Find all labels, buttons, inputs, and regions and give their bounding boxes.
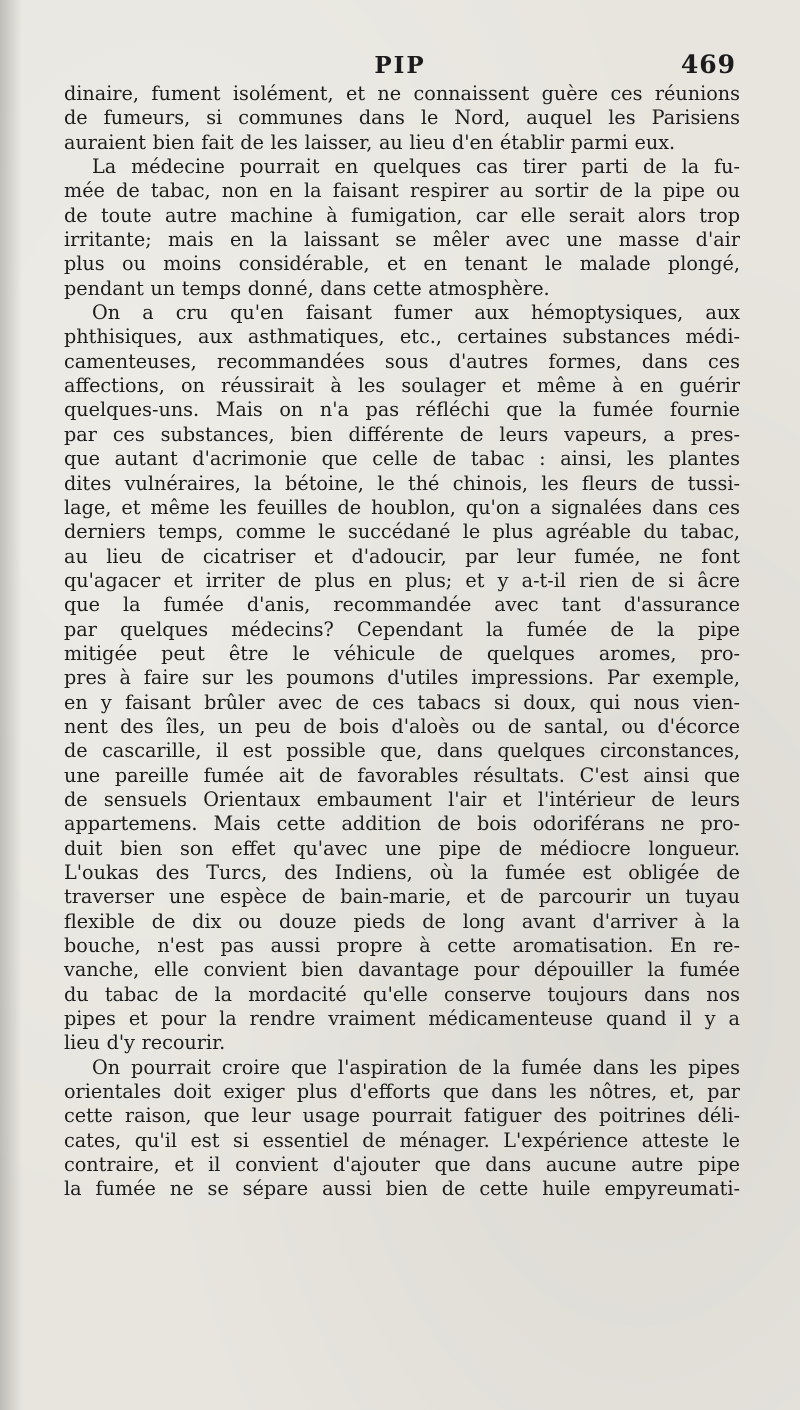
text-line: lieu d'y recourir.	[64, 1031, 226, 1055]
text-line: en y faisant brûler avec de ces tabacs si doux, qui nous vien-	[64, 690, 740, 714]
text-line: qu'agacer et irriter de plus en plus; et y a-t-il rien de si âcre	[64, 568, 740, 592]
text-line: de toute autre machine à fumigation, car elle serait alors trop	[64, 203, 740, 227]
page-header	[64, 50, 736, 86]
page-gutter-shadow	[0, 0, 22, 1410]
text-line: du tabac de la mordacité qu'elle conserve toujours dans nos	[64, 982, 740, 1006]
text-line: mitigée peut être le véhicule de quelques aromes, pro-	[64, 641, 740, 665]
text-line: La médecine pourrait en quelques cas tirer parti de la fu-	[92, 155, 740, 179]
text-line: quelques-uns. Mais on n'a pas réfléchi que la fumée fournie	[64, 398, 740, 422]
text-line: par ces substances, bien différente de leurs vapeurs, a pres-	[64, 422, 740, 446]
text-line: affections, on réussirait à les soulager et même à en guérir	[64, 374, 740, 398]
text-line: On a cru qu'en faisant fumer aux hémoptysiques, aux	[92, 301, 740, 325]
text-line: de fumeurs, si communes dans le Nord, auquel les Parisiens	[64, 106, 740, 130]
text-line: nent des îles, un peu de bois d'aloès ou de santal, ou d'écorce	[64, 714, 740, 738]
text-line: auraient bien fait de les laisser, au lieu d'en établir parmi eux.	[64, 130, 676, 154]
text-line: lage, et même les feuilles de houblon, qu'on a signalées dans ces	[64, 495, 740, 519]
text-line: L'oukas des Turcs, des Indiens, où la fumée est obligée de	[64, 861, 740, 884]
text-line: appartemens. Mais cette addition de bois odoriférans ne pro-	[64, 812, 740, 836]
text-line: irritante; mais en la laissant se mêler avec une masse d'air	[64, 228, 740, 252]
text-line: phthisiques, aux asthmatiques, etc., certaines substances médi-	[64, 325, 740, 349]
text-line: dinaire, fument isolément, et ne connaissent guère ces réunions	[64, 82, 740, 105]
text-line: flexible de dix ou douze pieds de long avant d'arriver à la	[64, 909, 740, 933]
text-line: pendant un temps donné, dans cette atmosphère.	[64, 276, 550, 300]
text-line: On pourrait croire que l'aspiration de la fumée dans les pipes	[92, 1055, 740, 1079]
text-line: plus ou moins considérable, et en tenant le malade plongé,	[64, 252, 740, 276]
text-line: la fumée ne se sépare aussi bien de cette huile empyreumati-	[64, 1177, 740, 1201]
text-line: dites vulnéraires, la bétoine, le thé chinois, les fleurs de tussi-	[64, 471, 740, 495]
text-line: par quelques médecins? Cependant la fumée de la pipe	[64, 617, 740, 641]
text-line: pipes et pour la rendre vraiment médicamenteuse quand il y a	[64, 1007, 740, 1031]
text-line: de sensuels Orientaux embaument l'air et l'intérieur de leurs	[64, 787, 740, 811]
text-line: vanche, elle convient bien davantage pour dépouiller la fumée	[64, 958, 740, 982]
text-line: contraire, et il convient d'ajouter que dans aucune autre pipe	[64, 1153, 740, 1177]
text-line: cates, qu'il est si essentiel de ménager. L'expérience atteste le	[64, 1128, 740, 1152]
text-line: mée de tabac, non en la faisant respirer au sortir de la pipe ou	[64, 179, 740, 203]
running-head: PIP	[374, 52, 426, 79]
text-line: duit bien son effet qu'avec une pipe de médiocre longueur.	[64, 836, 740, 860]
text-line: pres à faire sur les poumons d'utiles impressions. Par exemple,	[64, 666, 740, 690]
text-line: de cascarille, il est possible que, dans quelques circonstances,	[64, 739, 740, 763]
body-text	[64, 82, 740, 1202]
text-line: camenteuses, recommandées sous d'autres formes, dans ces	[64, 349, 740, 373]
text-line: traverser une espèce de bain-marie, et de parcourir un tuyau	[64, 885, 740, 909]
text-line: une pareille fumée ait de favorables résultats. C'est ainsi que	[64, 763, 740, 787]
text-line: que autant d'acrimonie que celle de tabac : ainsi, les plantes	[64, 447, 740, 471]
text-line: orientales doit exiger plus d'efforts que dans les nôtres, et, par	[64, 1080, 740, 1104]
text-line: bouche, n'est pas aussi propre à cette aromatisation. En re-	[64, 934, 740, 958]
text-line: cette raison, que leur usage pourrait fatiguer des poitrines déli-	[64, 1104, 740, 1128]
page-number: 469	[680, 50, 736, 79]
text-line: que la fumée d'anis, recommandée avec tant d'assurance	[64, 593, 740, 617]
text-line: au lieu de cicatriser et d'adoucir, par leur fumée, ne font	[64, 544, 740, 568]
text-line: derniers temps, comme le succédané le plus agréable du tabac,	[64, 520, 740, 544]
